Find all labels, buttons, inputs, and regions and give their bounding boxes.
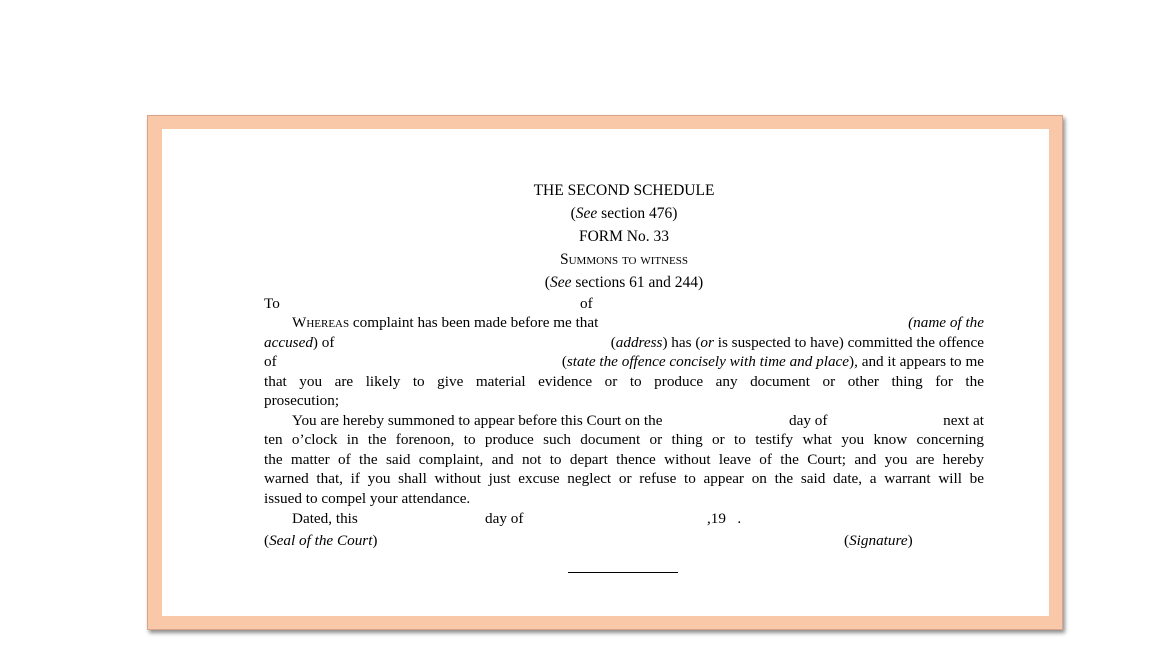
- see-section-rest: section 476): [597, 205, 678, 222]
- schedule-title: THE SECOND SCHEDULE: [533, 182, 715, 199]
- p1-line-1-left: [292, 313, 598, 333]
- document-frame: [147, 115, 1063, 630]
- p1-line-1: [264, 313, 984, 333]
- p1-line-3: [264, 352, 984, 372]
- or-label: or: [700, 333, 714, 351]
- see-section-reference: (See section 476): [570, 205, 678, 222]
- p1-line-3-right: (state the offence concisely with time and place), and it appears to me: [561, 353, 984, 370]
- p1-line-2: [264, 333, 984, 353]
- p2-line-3: the matter of the said complaint, and not to depart thence without leave of the Court; and you are hereby: [264, 450, 984, 468]
- form-number: FORM No. 33: [578, 228, 669, 245]
- p2-line-2: ten o’clock in the forenoon, to produce such document or thing or to testify what you know concerning: [264, 431, 984, 448]
- see-italic-2: See: [549, 274, 572, 291]
- p1-line-2-right: (address) has (or is suspected to have) committed the offence: [610, 333, 984, 351]
- p1-line-2-has: ) has (: [662, 333, 701, 351]
- p2-line-1-end: next at: [943, 411, 984, 429]
- see-sections-rest: sections 61 and 244): [571, 274, 704, 291]
- dated-day-of: day of: [485, 510, 524, 527]
- form-title: Summons to witness: [559, 251, 688, 268]
- seal-signature-row: [264, 530, 984, 552]
- p2-line-1-start: You are hereby summoned to appear before this Court on the: [292, 411, 663, 429]
- accused-label: accused: [264, 333, 313, 351]
- address-label: address: [615, 333, 663, 351]
- seal-of-court: Seal of the Court: [269, 532, 373, 549]
- form-title-row: [264, 248, 984, 271]
- of-label: of: [580, 295, 593, 312]
- p2-line-1: [264, 411, 984, 431]
- name-of-accused-label: (name of the: [908, 314, 984, 331]
- closing-rule: [568, 572, 678, 573]
- p1-line-1-rest: complaint has been made before me that: [349, 314, 599, 331]
- seal-wrap: (Seal of the Court): [264, 532, 378, 549]
- p1-line-5: prosecution;: [264, 392, 340, 409]
- p1-line-2-end: is suspected to have) committed the offence: [713, 333, 984, 351]
- p2-line-1-day: day of: [789, 411, 828, 429]
- p1-line-4: that you are likely to give material evidence or to produce any document or other thing for the: [264, 372, 984, 390]
- signature-wrap: (Signature): [844, 532, 913, 549]
- dated-year: ,19 .: [707, 510, 742, 527]
- p2-line-5: issued to compel your attendance.: [264, 489, 471, 507]
- whereas-text: Whereas: [292, 314, 350, 331]
- dated-row: [264, 508, 984, 530]
- p2-line-4: warned that, if you shall without just excuse neglect or refuse to appear on the said date, a warrant will be: [264, 470, 984, 487]
- p1-line-3-of: of: [264, 353, 277, 370]
- see-sections-reference: (See sections 61 and 244): [544, 274, 704, 291]
- dated-label: Dated, this: [292, 510, 358, 527]
- state-offence-label: state the offence concisely with time and place: [566, 353, 850, 370]
- p1-line-2-left: [264, 333, 334, 353]
- p1-line-3-end: ), and it appears to me: [849, 353, 984, 370]
- to-label: To: [264, 295, 280, 312]
- document-page: [162, 129, 1049, 616]
- addressee-row: [264, 294, 984, 313]
- see-italic: See: [575, 205, 598, 222]
- summons-form: [264, 179, 984, 552]
- p1-line-2-of: ) of: [312, 333, 335, 351]
- signature-label: Signature: [849, 532, 908, 549]
